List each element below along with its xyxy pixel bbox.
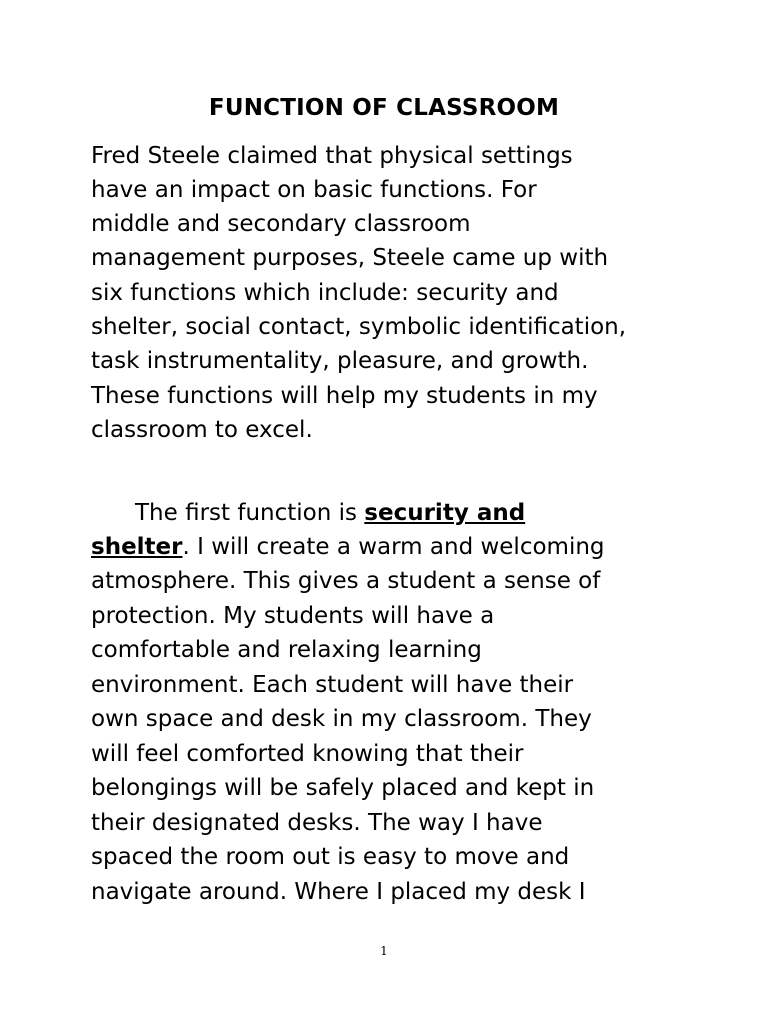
paragraph-line: comfortable and relaxing learning <box>91 637 482 663</box>
paragraph-line <box>91 531 605 563</box>
paragraph-line: environment. Each student will have their <box>91 672 574 698</box>
paragraph-line: classroom to excel. <box>91 417 313 443</box>
paragraph-line: shelter, social contact, symbolic identification, <box>91 314 627 340</box>
paragraph-line: six functions which include: security and <box>91 280 559 306</box>
paragraph-line: Fred Steele claimed that physical settings <box>91 143 573 169</box>
paragraph-line: protection. My students will have a <box>91 603 495 629</box>
line-prefix: The first function is <box>135 500 365 526</box>
document-title: FUNCTION OF CLASSROOM <box>208 95 560 121</box>
page-number: 1 <box>380 944 388 958</box>
paragraph-line: have an impact on basic functions. For <box>91 177 537 203</box>
paragraph-line: task instrumentality, pleasure, and growth. <box>91 348 589 374</box>
paragraph-line <box>135 497 525 529</box>
paragraph-line: middle and secondary classroom <box>91 211 471 237</box>
paragraph-line: own space and desk in my classroom. They <box>91 706 592 732</box>
paragraph-line: belongings will be safely placed and kept in <box>91 775 595 801</box>
line-rest: . I will create a warm and welcoming <box>182 534 605 560</box>
paragraph-line: their designated desks. The way I have <box>91 810 543 836</box>
paragraph-line: spaced the room out is easy to move and <box>91 844 570 870</box>
paragraph-line: will feel comforted knowing that their <box>91 741 524 767</box>
function-term-security: security and <box>364 500 526 526</box>
paragraph-line: management purposes, Steele came up with <box>91 245 609 271</box>
function-term-shelter: shelter <box>91 534 183 560</box>
paragraph-line: These functions will help my students in my <box>91 383 598 409</box>
paragraph-line: navigate around. Where I placed my desk I <box>91 879 586 905</box>
paragraph-line: atmosphere. This gives a student a sense of <box>91 568 601 594</box>
